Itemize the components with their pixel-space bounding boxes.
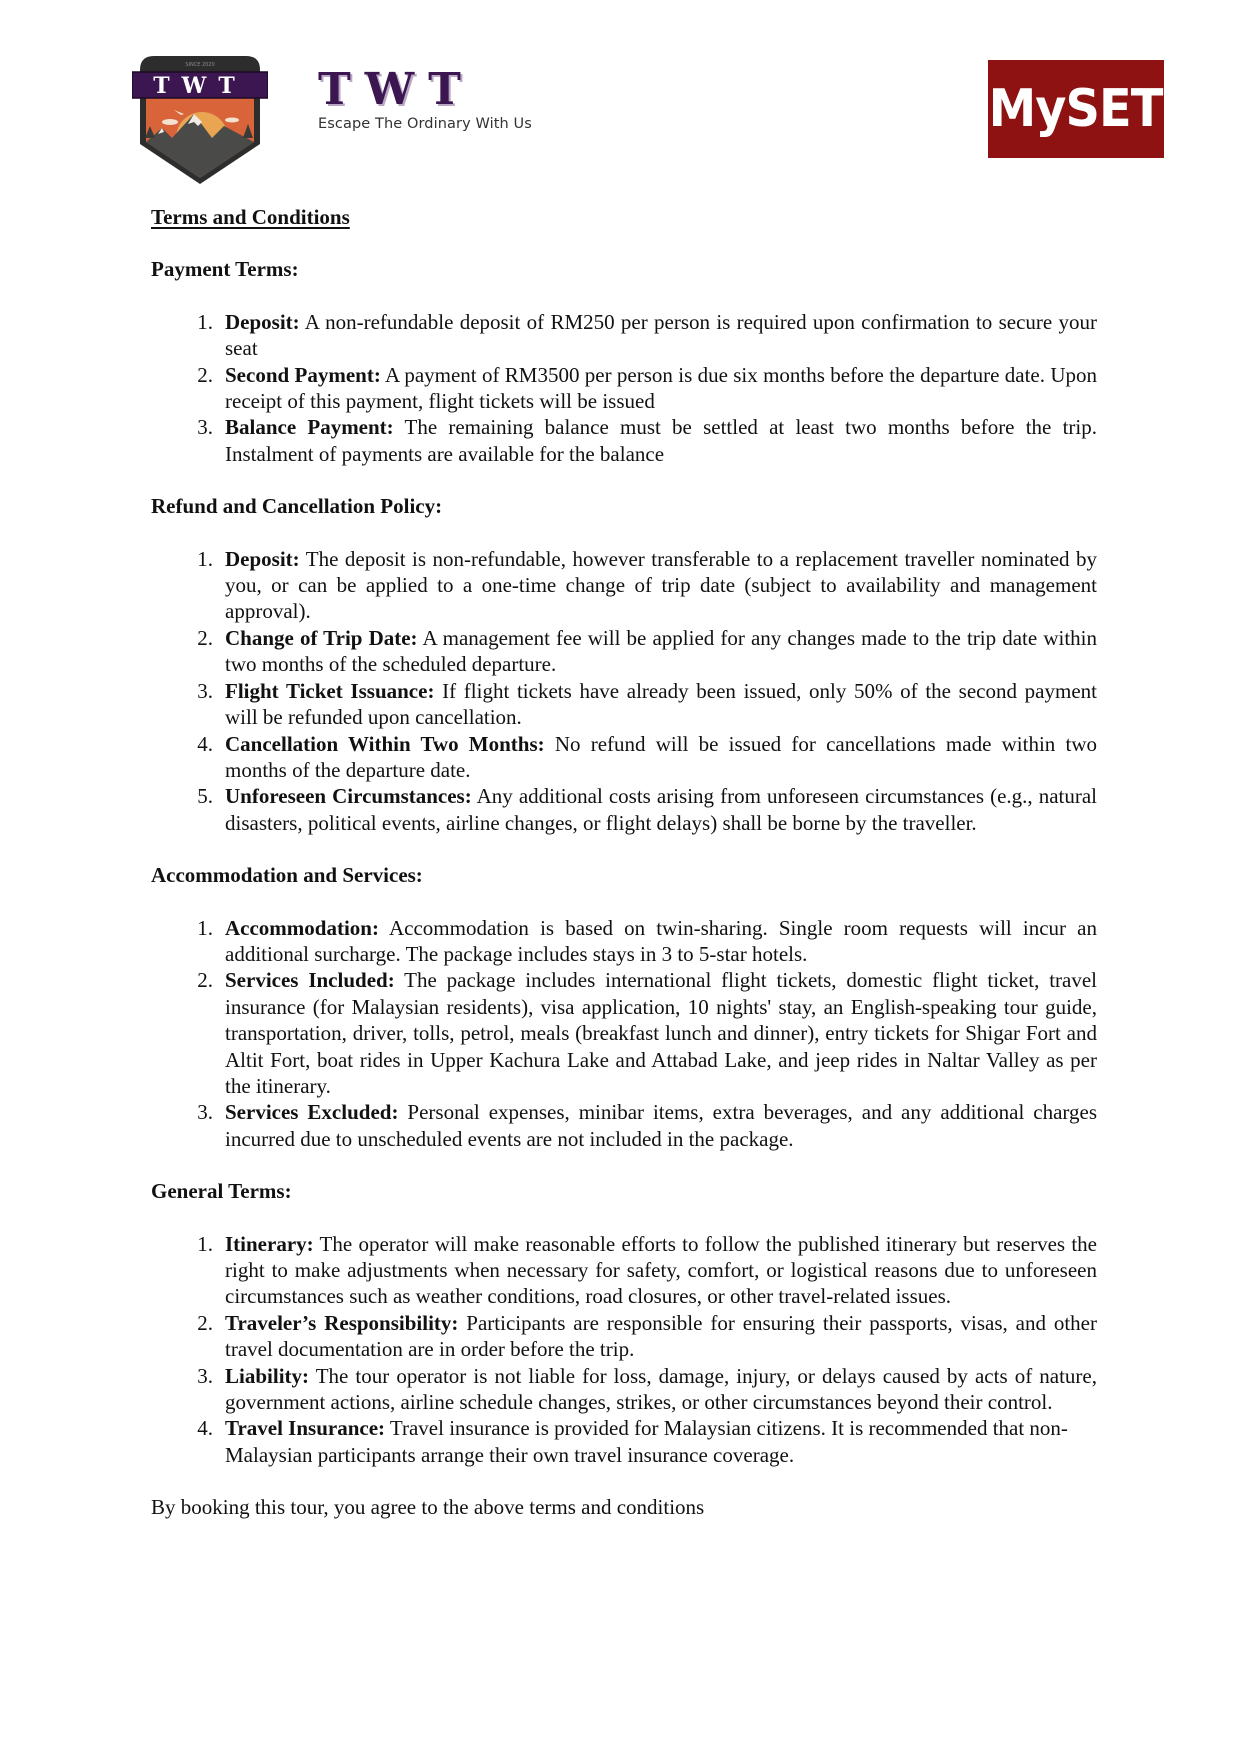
- item-number: 2.: [197, 968, 213, 993]
- item-number: 2.: [197, 625, 213, 650]
- myset-logo: [988, 60, 1164, 158]
- myset-logo-text: MySET: [989, 79, 1163, 139]
- list-item: [187, 783, 1097, 836]
- item-label: Unforeseen Circumstances:: [225, 784, 472, 809]
- list-item: [187, 1363, 1097, 1416]
- list-item: [187, 1310, 1097, 1363]
- item-number: 1.: [197, 915, 213, 940]
- item-text: The package includes international flight tickets, domestic flight ticket, travel insurance (for Malaysian residents), visa application, 10 nights' stay, an English-speaking tour guide, transportation, driver, tolls, petrol, meals (breakfast lunch and dinner), entry tickets for Shigar Fort and Altit Fort, boat rides in Upper Kachura Lake and Attabad Lake, and jeep rides in Naltar Valley as per the itinerary.: [225, 968, 1097, 1098]
- item-label: Itinerary:: [225, 1231, 314, 1256]
- brand-tagline: Escape The Ordinary With Us: [318, 116, 532, 132]
- list-item: [187, 1415, 1097, 1468]
- item-text: If flight tickets have already been issued, only 50% of the second payment will be refunded upon cancellation.: [225, 678, 1097, 730]
- page-title: Terms and Conditions: [151, 205, 350, 229]
- item-label: Services Included:: [225, 968, 395, 993]
- item-number: 3.: [197, 1363, 213, 1388]
- list-item: [187, 1099, 1097, 1152]
- item-label: Travel Insurance:: [225, 1416, 386, 1441]
- item-text: Accommodation is based on twin-sharing. Single room requests will incur an additional surcharge. The package includes stays in 3 to 5-star hotels.: [225, 915, 1097, 966]
- item-text: A payment of RM3500 per person is due six months before the departure date. Upon receipt of this payment, flight tickets will be issued: [225, 362, 1098, 414]
- terms-document: [151, 204, 1097, 1521]
- list-item: [187, 309, 1097, 362]
- item-label: Second Payment:: [225, 362, 381, 387]
- item-number: 3.: [197, 678, 213, 703]
- closing-statement: By booking this tour, you agree to the above terms and conditions: [151, 1495, 705, 1520]
- list-item: [187, 414, 1097, 467]
- list-item: [187, 362, 1097, 415]
- item-label: Deposit:: [225, 546, 300, 571]
- item-text: Participants are responsible for ensuring their passports, visas, and other travel documentation are in order before the trip.: [225, 1310, 1097, 1362]
- payment-terms-list: [187, 309, 1097, 467]
- item-number: 4.: [197, 731, 213, 756]
- item-label: Services Excluded:: [225, 1100, 399, 1125]
- item-number: 1.: [197, 309, 213, 334]
- item-label: Flight Ticket Issuance:: [225, 678, 435, 703]
- item-text: Travel insurance is provided for Malaysian citizens. It is recommended that non-Malaysian participants arrange their own travel insurance coverage.: [225, 1416, 1068, 1467]
- item-label: Balance Payment:: [225, 415, 394, 440]
- list-item: [187, 967, 1097, 1099]
- refund-policy-list: [187, 546, 1097, 836]
- general-terms-list: [187, 1231, 1097, 1469]
- item-label: Cancellation Within Two Months:: [225, 731, 545, 756]
- item-number: 5.: [197, 784, 213, 809]
- list-item: [187, 1231, 1097, 1310]
- mountain-badge-icon: [132, 52, 268, 188]
- item-number: 3.: [197, 1100, 213, 1125]
- item-text: A non-refundable deposit of RM250 per person is required upon confirmation to secure your seat: [225, 309, 1097, 361]
- item-text: Any additional costs arising from unforeseen circumstances (e.g., natural disasters, political events, airline changes, or flight delays) shall be borne by the traveller.: [225, 784, 1097, 835]
- item-label: Change of Trip Date:: [225, 625, 418, 650]
- twt-badge-logo: [132, 52, 268, 188]
- item-text: No refund will be issued for cancellations made within two months of the departure date.: [225, 731, 1097, 782]
- section-heading-payment-terms: Payment Terms:: [151, 257, 299, 282]
- section-heading-accommodation: Accommodation and Services:: [151, 863, 423, 888]
- item-text: Personal expenses, minibar items, extra beverages, and any additional charges incurred due to unscheduled events are not included in the package.: [225, 1100, 1098, 1151]
- item-number: 2.: [197, 362, 213, 387]
- item-number: 3.: [197, 415, 213, 440]
- item-number: 1.: [197, 1231, 213, 1256]
- item-text: The tour operator is not liable for loss, damage, injury, or delays caused by acts of nature, government actions, airline schedule changes, strikes, or other circumstances beyond their control.: [225, 1363, 1097, 1415]
- item-text: The deposit is non-refundable, however transferable to a replacement traveller nominated by you, or can be applied to a one-time change of trip date (subject to availability and management approval).: [225, 546, 1097, 624]
- section-heading-refund-policy: Refund and Cancellation Policy:: [151, 494, 443, 519]
- item-text: The operator will make reasonable efforts to follow the published itinerary but reserves the right to make adjustments when necessary for safety, comfort, or logistical reasons due to unforeseen circumstances such as weather conditions, road closures, or other travel-related issues.: [225, 1231, 1097, 1309]
- item-text: The remaining balance must be settled at least two months before the trip. Instalment of payments are available for the balance: [225, 415, 1097, 466]
- badge-initials: TWT: [153, 73, 247, 99]
- list-item: [187, 731, 1097, 784]
- item-number: 4.: [197, 1416, 213, 1441]
- brand-name: TWT: [318, 64, 475, 115]
- item-number: 2.: [197, 1310, 213, 1335]
- list-item: [187, 546, 1097, 625]
- list-item: [187, 678, 1097, 731]
- accommodation-list: [187, 915, 1097, 1153]
- item-label: Liability:: [225, 1363, 310, 1388]
- item-label: Traveler’s Responsibility:: [225, 1310, 459, 1335]
- item-text: A management fee will be applied for any changes made to the trip date within two months of the scheduled departure.: [225, 625, 1097, 677]
- list-item: [187, 915, 1097, 968]
- section-heading-general-terms: General Terms:: [151, 1179, 292, 1204]
- brand-block: [318, 64, 532, 132]
- item-label: Deposit:: [225, 309, 300, 334]
- item-number: 1.: [197, 546, 213, 571]
- item-label: Accommodation:: [225, 915, 379, 940]
- list-item: [187, 625, 1097, 678]
- badge-since-text: SINCE 2020: [185, 62, 215, 68]
